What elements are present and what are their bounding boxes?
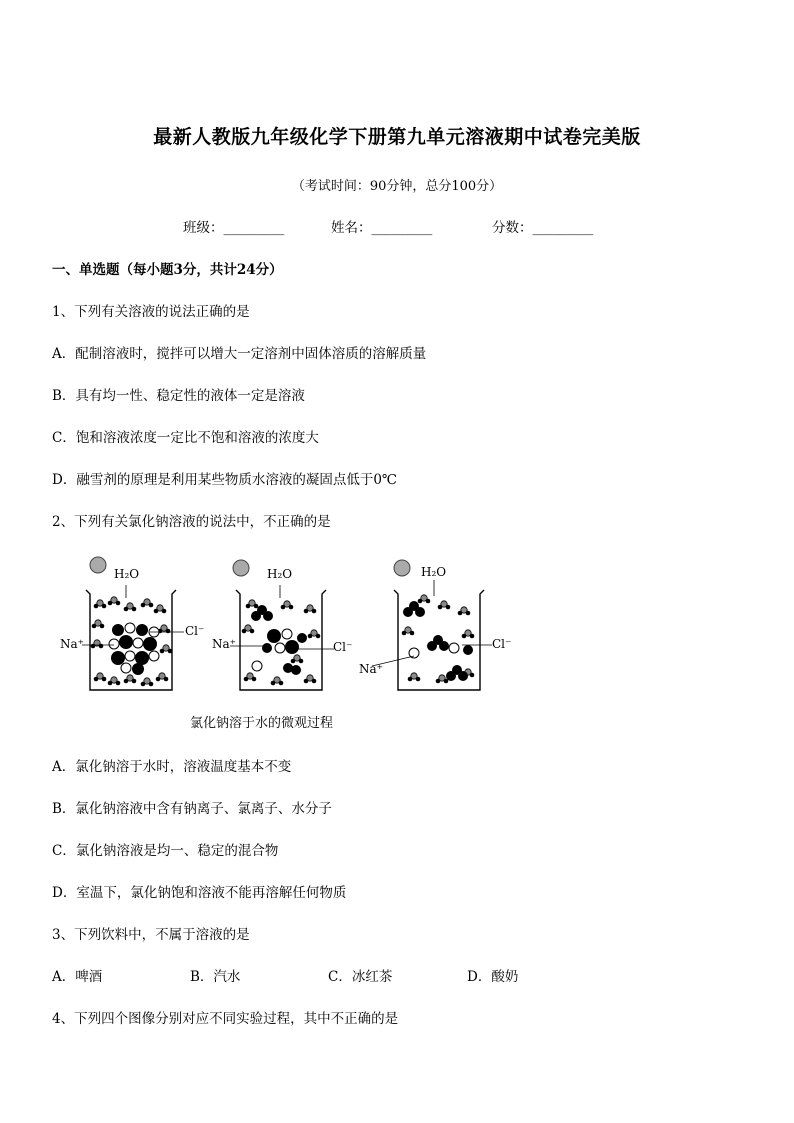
name-field: 姓名：_________ xyxy=(331,220,433,236)
question-3-option-c: C．冰红茶 xyxy=(328,969,393,985)
figure-caption: 氯化钠溶于水的微观过程 xyxy=(190,716,334,731)
na-label-1: Na⁺ xyxy=(60,637,84,651)
question-2-option-c: C．氯化钠溶液是均一、稳定的混合物 xyxy=(52,843,279,859)
section-heading: 一、单选题（每小题3分，共计24分） xyxy=(52,262,283,278)
exam-info-subtitle: （考试时间：90分钟，总分100分） xyxy=(291,179,503,194)
h2o-label-3: H₂O xyxy=(421,565,447,579)
question-1-option-b: B．具有均一性、稳定性的液体一定是溶液 xyxy=(52,388,305,404)
na-label-3: Na⁺ xyxy=(359,662,383,676)
question-1-stem: 1、下列有关溶液的说法正确的是 xyxy=(52,304,250,320)
question-2-option-b: B．氯化钠溶液中含有钠离子、氯离子、水分子 xyxy=(52,801,332,817)
h2o-label-1: H₂O xyxy=(114,567,140,581)
h2o-label-2: H₂O xyxy=(267,567,293,581)
score-field: 分数：_________ xyxy=(492,220,594,236)
question-2-option-d: D．室温下，氯化钠饱和溶液不能再溶解任何物质 xyxy=(52,885,347,901)
cl-label-3: Cl⁻ xyxy=(492,637,512,651)
question-3-option-b: B．汽水 xyxy=(190,969,241,985)
question-1-option-c: C．饱和溶液浓度一定比不饱和溶液的浓度大 xyxy=(52,430,319,446)
na-label-2: Na⁺ xyxy=(212,637,236,651)
cl-label-1: Cl⁻ xyxy=(185,624,205,638)
page-title: 最新人教版九年级化学下册第九单元溶液期中试卷完美版 xyxy=(153,126,641,148)
class-field: 班级：_________ xyxy=(183,220,285,236)
question-4-stem: 4、下列四个图像分别对应不同实验过程，其中不正确的是 xyxy=(52,1011,399,1027)
question-3-option-d: D．酸奶 xyxy=(467,969,519,985)
question-3-stem: 3、下列饮料中，不属于溶液的是 xyxy=(52,927,250,943)
question-2-option-a: A．氯化钠溶于水时，溶液温度基本不变 xyxy=(52,759,292,775)
question-3-option-a: A．啤酒 xyxy=(52,969,103,985)
beaker-3 xyxy=(372,560,492,690)
question-1-option-d: D．融雪剂的原理是利用某些物质水溶液的凝固点低于0℃ xyxy=(52,472,398,488)
question-2-stem: 2、下列有关氯化钠溶液的说法中，不正确的是 xyxy=(52,514,331,530)
question-1-option-a: A．配制溶液时，搅拌可以增大一定溶剂中固体溶质的溶解质量 xyxy=(52,346,427,362)
cl-label-2: Cl⁻ xyxy=(333,640,353,654)
